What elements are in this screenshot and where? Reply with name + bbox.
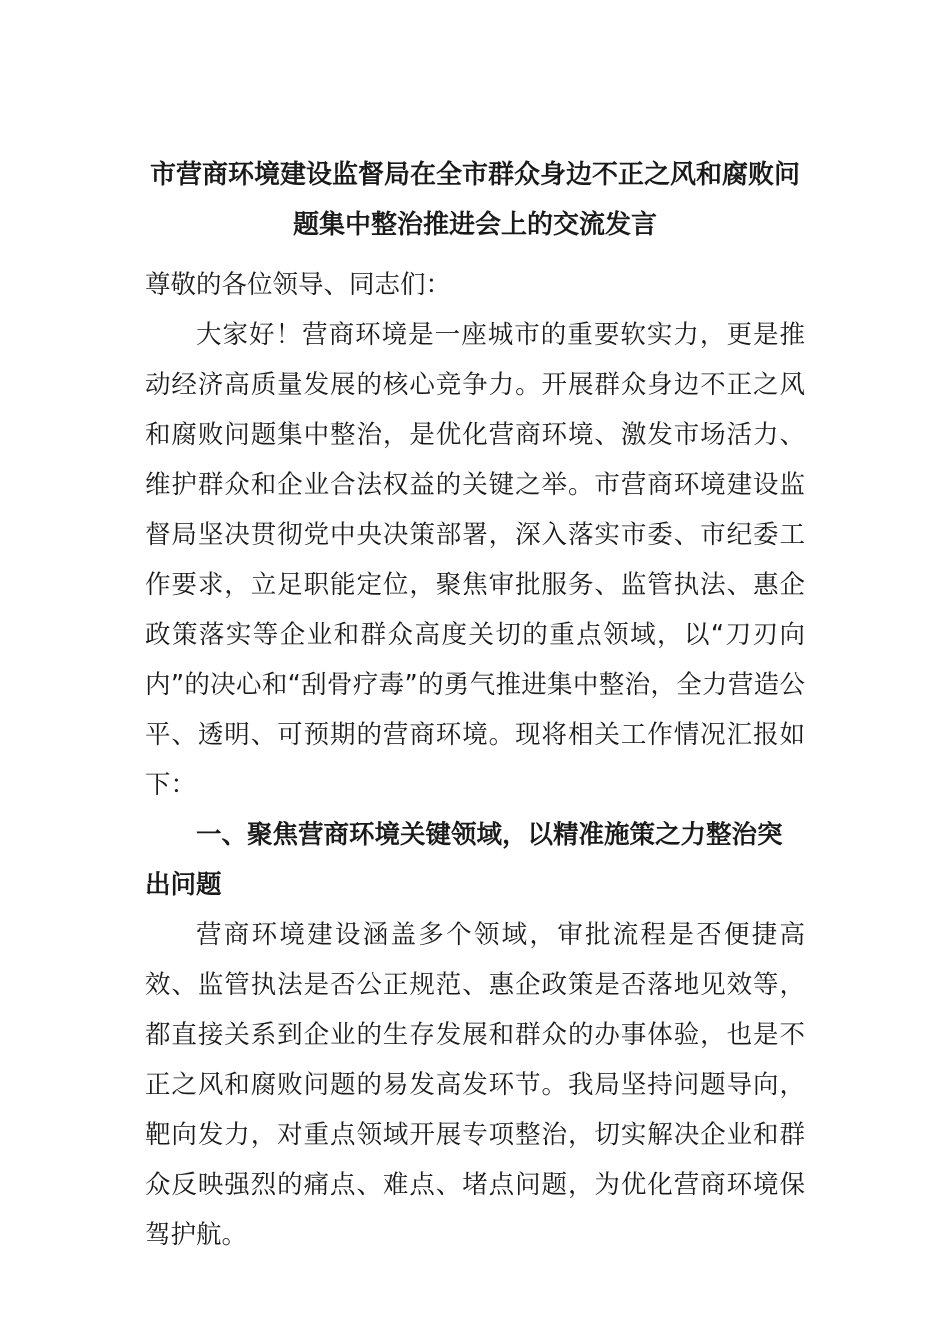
document-body <box>145 150 805 1260</box>
section-heading-1: 一、聚焦营商环境关键领域，以精准施策之力整治突出问题 <box>145 820 783 900</box>
paragraph-intro: 大家好！营商环境是一座城市的重要软实力，更是推动经济高质量发展的核心竞争力。开展群众身边不正之风和腐败问题集中整治，是优化营商环境、激发市场活力、维护群众和企业合法权益的关键之举。市营商环境建设监督局坚决贯彻党中央决策部署，深入落实市委、市纪委工作要求，立足职能定位，聚焦审批服务、监管执法、惠企政策落实等企业和群众高度关切的重点领域，以“刀刃向内”的决心和“刮骨疗毒”的勇气推进集中整治，全力营造公平、透明、可预期的营商环境。现将相关工作情况汇报如下： <box>145 320 805 800</box>
title-line-1: 市营商环境建设监督局在全市群众身边不正之风和腐败问 <box>149 160 800 190</box>
document-title <box>145 150 805 250</box>
title-line-2: 题集中整治推进会上的交流发言 <box>292 210 657 240</box>
salutation: 尊敬的各位领导、同志们： <box>145 270 452 300</box>
paragraph-section-1: 营商环境建设涵盖多个领域，审批流程是否便捷高效、监管执法是否公正规范、惠企政策是否落地见效等，都直接关系到企业的生存发展和群众的办事体验，也是不正之风和腐败问题的易发高发环节。我局坚持问题导向，靶向发力，对重点领域开展专项整治，切实解决企业和群众反映强烈的痛点、难点、堵点问题，为优化营商环境保驾护航。 <box>145 920 805 1250</box>
